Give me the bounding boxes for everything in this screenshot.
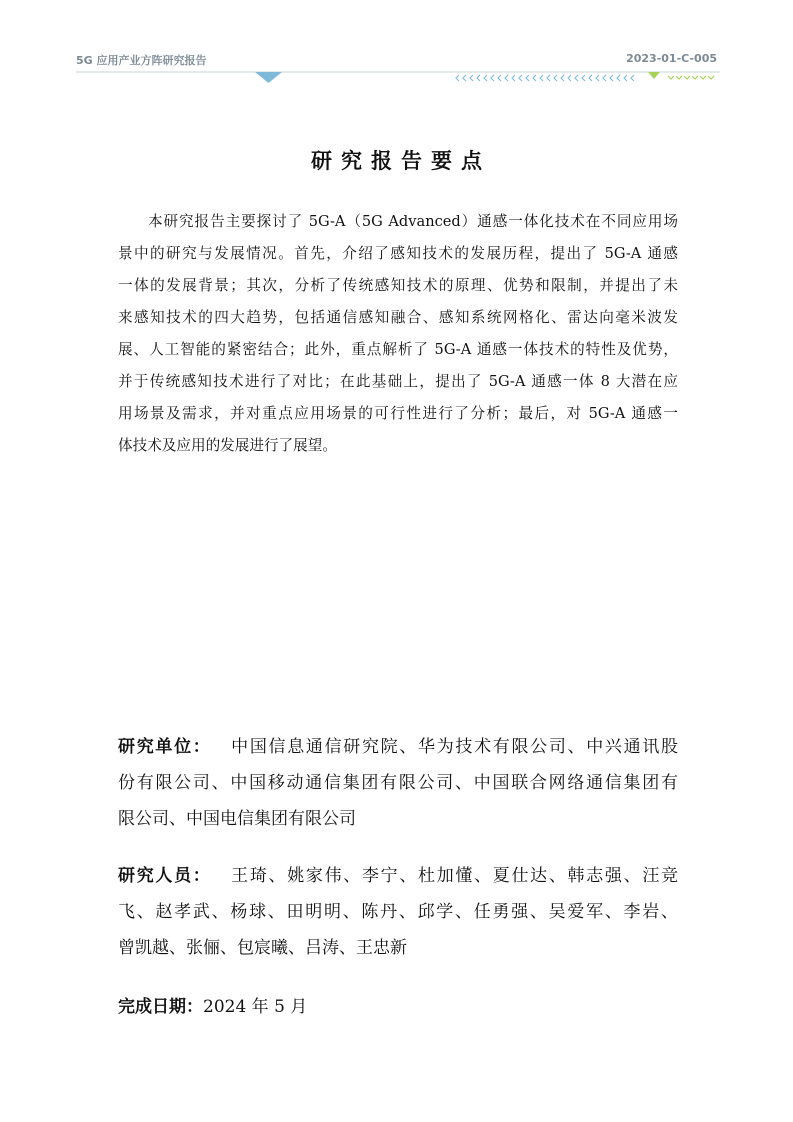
completion-date [118,989,678,1025]
summary-paragraph [118,206,678,462]
completion-date-label: 完成日期： [118,997,203,1017]
header-series-title: 5G 应用产业方阵研究报告 [76,54,207,67]
summary-line: 并于传统感知技术进行了对比；在此基础上，提出了 5G-A 通感一体 8 大潜在应 [118,373,678,390]
summary-line: 来感知技术的四大趋势，包括通信感知融合、感知系统网格化、雷达向毫米波发 [118,309,678,326]
research-units-label: 研究单位： [118,737,212,757]
researchers-line: 飞、赵孝武、杨球、田明明、陈丹、邱学、任勇强、吴爱军、李岩、 [118,902,678,922]
summary-line: 体技术及应用的发展进行了展望。 [118,437,337,454]
summary-line: 本研究报告主要探讨了 5G-A（5G Advanced）通感一体化技术在不同应用场 [148,213,678,230]
researchers-label: 研究人员： [118,866,212,886]
researchers-line [118,858,678,894]
summary-line: 一体的发展背景；其次，分析了传统感知技术的原理、优势和限制，并提出了未 [118,277,678,294]
completion-date-value: 2024 年 5 月 [203,997,308,1017]
research-units-text: 中国信息通信研究院、华为技术有限公司、中兴通讯股 [229,737,679,757]
research-units [118,729,678,837]
researchers-line: 曾凯越、张俪、包宸曦、吕涛、王忠新 [118,938,407,958]
summary-line: 展、人工智能的紧密结合；此外，重点解析了 5G-A 通感一体技术的特性及优势， [118,341,678,358]
header-doc-number: 2023-01-C-005 [626,52,717,65]
research-units-line: 份有限公司、中国移动通信集团有限公司、中国联合网络通信集团有 [118,773,678,793]
research-units-line: 限公司、中国电信集团有限公司 [118,809,356,829]
header-decoration [0,68,793,88]
researchers-text: 王琦、姚家伟、李宁、杜加懂、夏仕达、韩志强、汪竞 [229,866,679,886]
research-units-line [118,729,678,765]
researchers [118,858,678,966]
page-title: 研究报告要点 [311,148,491,173]
summary-line: 景中的研究与发展情况。首先，介绍了感知技术的发展历程，提出了 5G-A 通感 [118,245,678,262]
summary-line: 用场景及需求，并对重点应用场景的可行性进行了分析；最后，对 5G-A 通感一 [118,405,678,422]
completion-date-line [118,989,678,1025]
